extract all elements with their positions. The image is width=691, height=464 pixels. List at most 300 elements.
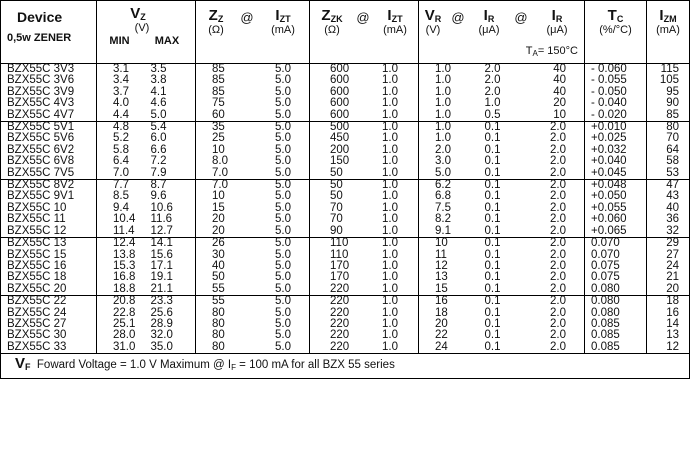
izm-cell: 115 (647, 64, 690, 76)
vr-cell: 8.2 (419, 214, 460, 225)
table-row (1, 214, 690, 225)
ir-cell: 2.0 (460, 64, 523, 76)
tc-cell: - 0.055 (585, 75, 647, 86)
zz-cell: 80 (196, 342, 242, 354)
ir2-subscript: R (555, 14, 563, 24)
izk-cell: 1.0 (382, 85, 398, 98)
tc-cell: 0.080 (585, 296, 647, 308)
zzk-cell: 220 (310, 284, 361, 296)
izm-cell: 20 (647, 284, 690, 296)
vz-max-cell: 17.1 (150, 259, 173, 272)
vz-min-cell: 6.4 (97, 156, 141, 167)
tc-header (585, 1, 647, 64)
tc-unit: (%/°C) (599, 24, 632, 36)
device-cell: BZX55C 18 (7, 271, 67, 284)
zz-unit: (Ω) (208, 24, 224, 36)
zzk-cell: 70 (310, 214, 361, 225)
izt-cell: 5.0 (275, 259, 291, 272)
ir-cell: 2.0 (484, 74, 501, 87)
device-cell: BZX55C 6V2 (7, 143, 75, 156)
izt-cell: 5.0 (275, 143, 291, 156)
zz-cell: 15 (196, 203, 242, 214)
vz-max-cell: 32.0 (150, 329, 173, 342)
vr-cell: 10 (419, 238, 460, 250)
zz-cell: 8.0 (196, 156, 242, 167)
izm-cell: 18 (647, 296, 690, 308)
table-row (1, 272, 690, 283)
vz-min-cell: 10.4 (97, 214, 141, 225)
vz-min-cell: 7.7 (97, 180, 141, 192)
zzk-subscript: ZK (330, 14, 343, 24)
izk-subscript: ZT (391, 14, 403, 24)
footer-vf-subscript: F (25, 362, 31, 373)
izk-cell: 1.0 (382, 224, 398, 237)
zz-cell: 85 (196, 75, 242, 86)
ir2-cell: 2.0 (550, 306, 567, 319)
tc-cell: +0.025 (585, 133, 647, 144)
vz-min-cell: 5.2 (97, 133, 141, 144)
table-row (1, 203, 690, 214)
vr-ir-header (419, 1, 585, 64)
zzk-cell: 600 (310, 64, 361, 76)
device-header-sub: 0,5w ZENER (7, 32, 72, 44)
zzk-cell: 450 (310, 133, 361, 144)
izk-cell: 1.0 (361, 64, 419, 76)
table-row (1, 238, 690, 250)
device-cell: BZX55C 13 (1, 238, 97, 250)
izt-cell: 5.0 (275, 201, 291, 214)
izm-cell: 36 (647, 214, 690, 225)
ir-cell: 0.5 (484, 108, 501, 121)
ir-cell: 0.1 (460, 296, 523, 308)
vz-max-cell: 28.9 (150, 317, 173, 330)
footer-text-after: = 100 mA for all BZX 55 series (239, 359, 395, 372)
zzk-cell: 50 (310, 180, 361, 192)
ir2-cell: 2.0 (550, 282, 567, 295)
vz-symbol: V (130, 5, 141, 22)
vz-max-cell: 4.6 (150, 97, 167, 110)
izt-cell: 5.0 (275, 282, 291, 295)
vz-max-cell: 3.8 (150, 74, 167, 87)
vz-min-cell: 4.8 (97, 122, 141, 134)
izt-cell: 5.0 (242, 122, 310, 134)
zzk-cell: 150 (310, 156, 361, 167)
izk-cell: 1.0 (382, 340, 398, 353)
izm-cell: 14 (647, 319, 690, 330)
vr-cell: 1.0 (419, 133, 460, 144)
device-cell: BZX55C 4V3 (7, 97, 75, 110)
zz-cell: 10 (196, 145, 242, 156)
device-cell: BZX55C 5V1 (1, 122, 97, 134)
vz-header (97, 1, 196, 64)
ta-value: = 150°C (537, 45, 579, 57)
vz-min-cell: 12.4 (97, 238, 141, 250)
ir2-cell: 2.0 (523, 296, 585, 308)
ir-cell: 0.1 (484, 271, 501, 284)
table-row (1, 296, 690, 308)
tc-cell: 0.075 (585, 272, 647, 283)
izm-cell: 43 (647, 191, 690, 202)
izm-cell: 27 (647, 250, 690, 261)
vz-min-cell: 13.8 (97, 250, 141, 261)
zz-cell: 85 (196, 87, 242, 98)
vz-max-cell: 10.6 (150, 201, 173, 214)
ir-cell: 0.1 (484, 213, 501, 226)
vr-cell: 18 (419, 308, 460, 319)
izm-symbol: I (659, 7, 664, 24)
izt-cell: 5.0 (275, 132, 291, 145)
vz-max-cell: 6.6 (150, 143, 167, 156)
ir2-cell: 10 (553, 108, 567, 121)
device-cell: BZX55C 3V6 (7, 74, 75, 87)
ir-cell: 0.1 (484, 306, 501, 319)
vr-cell: 1.0 (419, 64, 460, 76)
ir-symbol: I (483, 7, 488, 24)
tc-cell: +0.060 (585, 214, 647, 225)
tc-cell: 0.080 (585, 308, 647, 319)
footer-if-subscript: F (231, 363, 236, 373)
device-cell: BZX55C 4V7 (7, 108, 75, 121)
vr-cell: 3.0 (419, 156, 460, 167)
ir-cell: 0.1 (460, 238, 523, 250)
zz-cell: 40 (196, 261, 242, 272)
ir2-cell: 2.0 (550, 329, 567, 342)
ir2-cell: 2.0 (550, 259, 567, 272)
ir-cell: 0.1 (484, 282, 501, 295)
izt-cell: 5.0 (275, 190, 291, 203)
vz-min-cell: 31.0 (97, 342, 141, 354)
zzk-symbol: Z (321, 7, 331, 24)
zzk-cell: 170 (310, 272, 361, 283)
izm-cell: 40 (647, 203, 690, 214)
izt-subscript: ZT (279, 14, 291, 24)
table-row (1, 180, 690, 192)
ir-cell: 0.1 (460, 122, 523, 134)
izk-cell: 1.0 (382, 271, 398, 284)
device-cell: BZX55C 3V3 (1, 64, 97, 76)
vz-max-cell: 4.1 (150, 85, 167, 98)
ir-cell: 0.1 (460, 180, 523, 192)
zz-symbol: Z (208, 7, 218, 24)
vz-min-cell: 22.8 (97, 308, 141, 319)
zzk-cell: 200 (310, 145, 361, 156)
izt-cell: 5.0 (275, 74, 291, 87)
tc-cell: 0.075 (585, 261, 647, 272)
zz-cell: 30 (196, 250, 242, 261)
vr-cell: 12 (419, 261, 460, 272)
zz-cell: 55 (196, 296, 242, 308)
device-cell: BZX55C 12 (7, 224, 67, 237)
izt-cell: 5.0 (242, 180, 310, 192)
zz-cell: 7.0 (196, 168, 242, 180)
ta-symbol: T (525, 45, 533, 57)
izt-cell: 5.0 (242, 238, 310, 250)
izk-cell: 1.0 (382, 108, 398, 121)
table-row (1, 110, 690, 122)
izk-cell: 1.0 (382, 282, 398, 295)
vz-max-cell: 21.1 (150, 282, 173, 295)
zz-cell: 20 (196, 214, 242, 225)
zzk-cell: 220 (310, 330, 361, 341)
izm-cell: 85 (647, 110, 690, 122)
device-cell: BZX55C 11 (7, 213, 66, 226)
ir-cell: 0.1 (484, 224, 501, 237)
vz-max-cell: 14.1 (141, 238, 196, 250)
vz-min-cell: 4.0 (97, 98, 141, 109)
device-cell: BZX55C 15 (7, 248, 67, 261)
izm-cell: 32 (647, 226, 690, 238)
ta-note (526, 45, 578, 58)
vz-max-cell: 7.2 (150, 155, 167, 168)
izk-cell: 1.0 (382, 143, 398, 156)
izm-cell: 16 (647, 308, 690, 319)
vz-max-cell: 19.1 (150, 271, 173, 284)
tc-cell: - 0.020 (585, 110, 647, 122)
ir2-cell: 2.0 (523, 180, 585, 192)
device-cell: BZX55C 30 (7, 329, 67, 342)
vz-max-cell: 12.7 (150, 224, 173, 237)
zz-cell: 26 (196, 238, 242, 250)
table-row (1, 226, 690, 238)
tc-cell: +0.032 (585, 145, 647, 156)
ir-cell: 0.1 (484, 143, 501, 156)
izm-cell: 53 (647, 168, 690, 180)
zzk-unit: (Ω) (324, 24, 340, 36)
tc-cell: +0.050 (585, 191, 647, 202)
tc-cell: +0.048 (585, 180, 647, 192)
izk-cell: 1.0 (382, 155, 398, 168)
tc-cell: 0.085 (585, 319, 647, 330)
ir2-cell: 2.0 (550, 166, 567, 179)
table-row (1, 98, 690, 109)
device-cell: BZX55C 22 (1, 296, 97, 308)
ir-subscript: R (487, 14, 495, 24)
ir-cell: 2.0 (484, 85, 501, 98)
zz-at-sign: @ (240, 10, 254, 25)
zzk-cell: 220 (310, 342, 361, 354)
vz-max-cell: 5.0 (150, 108, 167, 121)
izt-cell: 5.0 (275, 224, 291, 237)
vz-max-cell: 9.6 (150, 190, 167, 203)
ir-cell: 0.1 (484, 201, 501, 214)
footer-row (1, 354, 690, 379)
zzk-cell: 600 (310, 110, 361, 122)
vr-unit: (V) (425, 24, 441, 36)
vz-min-cell: 3.7 (97, 87, 141, 98)
ir2-unit: (μA) (546, 24, 568, 36)
vz-max-cell: 15.6 (150, 248, 173, 261)
ir-at-sign: @ (514, 10, 528, 25)
zzk-cell: 600 (310, 98, 361, 109)
device-cell: BZX55C 16 (7, 259, 67, 272)
zz-cell: 7.0 (196, 180, 242, 192)
tc-cell: +0.010 (585, 122, 647, 134)
ir2-cell: 2.0 (550, 143, 567, 156)
ir-cell: 0.1 (484, 190, 501, 203)
vr-cell: 5.0 (419, 168, 460, 180)
ir2-cell: 2.0 (550, 201, 567, 214)
zzk-cell: 90 (310, 226, 361, 238)
vr-cell: 9.1 (419, 226, 460, 238)
tc-cell: +0.065 (585, 226, 647, 238)
device-cell: BZX55C 8V2 (1, 180, 97, 192)
zzk-at-sign: @ (356, 10, 370, 25)
ir2-cell: 2.0 (550, 224, 567, 237)
ir2-cell: 2.0 (550, 155, 567, 168)
table-row (1, 156, 690, 167)
zzk-cell: 50 (310, 168, 361, 180)
izt-cell: 5.0 (275, 213, 291, 226)
footer-text-before: Foward Voltage = 1.0 V Maximum @ I (36, 359, 232, 372)
izm-cell: 12 (647, 342, 690, 354)
vr-at-sign: @ (451, 10, 465, 25)
zz-subscript: Z (217, 14, 224, 24)
ir2-cell: 2.0 (550, 190, 567, 203)
vr-cell: 20 (419, 319, 460, 330)
vz-subscript: Z (140, 12, 146, 22)
zzk-cell: 110 (310, 250, 361, 261)
vr-cell: 1.0 (419, 75, 460, 86)
izk-cell: 1.0 (382, 317, 398, 330)
ir2-cell: 2.0 (550, 132, 567, 145)
tc-cell: +0.040 (585, 156, 647, 167)
tc-cell: 0.070 (585, 250, 647, 261)
tc-cell: - 0.060 (585, 64, 647, 76)
tc-cell: 0.085 (585, 330, 647, 341)
izk-cell: 1.0 (382, 329, 398, 342)
zz-izt-header (196, 1, 310, 64)
vz-min-cell: 16.8 (97, 272, 141, 283)
izk-unit: (mA) (383, 24, 407, 36)
table-row (1, 191, 690, 202)
ir-cell: 0.1 (484, 259, 501, 272)
vz-min-cell: 4.4 (97, 110, 141, 122)
ir-unit: (μA) (478, 24, 500, 36)
device-cell: BZX55C 20 (7, 282, 67, 295)
zz-cell: 60 (196, 110, 242, 122)
vz-min-cell: 3.4 (97, 75, 141, 86)
vr-cell: 6.8 (419, 191, 460, 202)
izt-cell: 5.0 (275, 271, 291, 284)
ir-cell: 0.1 (484, 155, 501, 168)
device-cell: BZX55C 24 (7, 306, 67, 319)
zzk-cell: 50 (310, 191, 361, 202)
ir2-cell: 2.0 (550, 213, 567, 226)
vr-symbol: V (424, 7, 435, 24)
vr-cell: 6.2 (419, 180, 460, 192)
ir2-cell: 40 (553, 74, 567, 87)
vz-min-cell: 25.1 (97, 319, 141, 330)
ir-cell: 0.1 (484, 329, 501, 342)
zz-cell: 80 (196, 330, 242, 341)
izm-cell: 95 (647, 87, 690, 98)
vz-min-cell: 8.5 (97, 191, 141, 202)
vz-max-cell: 7.9 (150, 166, 167, 179)
vz-min-cell: 15.3 (97, 261, 141, 272)
tc-cell: +0.045 (585, 168, 647, 180)
izm-cell: 21 (647, 272, 690, 283)
izk-cell: 1.0 (382, 306, 398, 319)
vr-cell: 1.0 (419, 110, 460, 122)
table-row (1, 168, 690, 180)
izt-cell: 5.0 (275, 306, 291, 319)
ir2-cell: 20 (553, 97, 567, 110)
zzk-cell: 110 (310, 238, 361, 250)
vr-cell: 7.5 (419, 203, 460, 214)
ir2-cell: 2.0 (550, 340, 567, 353)
vr-cell: 11 (419, 250, 460, 261)
ir2-cell: 2.0 (550, 317, 567, 330)
device-cell: BZX55C 9V1 (7, 190, 75, 203)
vz-max-cell: 25.6 (150, 306, 173, 319)
izk-cell: 1.0 (361, 296, 419, 308)
ir2-cell: 40 (523, 64, 585, 76)
zz-cell: 10 (196, 191, 242, 202)
vz-min-cell: 3.1 (97, 64, 141, 76)
vr-cell: 24 (419, 342, 460, 354)
izt-cell: 5.0 (275, 317, 291, 330)
ir-cell: 0.1 (484, 317, 501, 330)
izt-cell: 5.0 (275, 166, 291, 179)
izk-cell: 1.0 (382, 132, 398, 145)
izt-cell: 5.0 (242, 64, 310, 76)
izk-cell: 1.0 (382, 201, 398, 214)
zzk-cell: 70 (310, 203, 361, 214)
tc-cell: +0.055 (585, 203, 647, 214)
vz-min-label: MIN (109, 35, 130, 47)
footer-note (1, 354, 690, 379)
izk-symbol: I (387, 7, 392, 24)
zzk-cell: 600 (310, 87, 361, 98)
vz-max-cell: 5.4 (141, 122, 196, 134)
izk-cell: 1.0 (382, 166, 398, 179)
izk-cell: 1.0 (382, 97, 398, 110)
izt-cell: 5.0 (275, 155, 291, 168)
izm-cell: 90 (647, 98, 690, 109)
zzk-cell: 220 (310, 296, 361, 308)
vz-min-cell: 9.4 (97, 203, 141, 214)
vr-cell: 15 (419, 284, 460, 296)
device-cell: BZX55C 5V6 (7, 132, 75, 145)
izt-cell: 5.0 (275, 108, 291, 121)
vr-cell: 13 (419, 272, 460, 283)
zz-cell: 80 (196, 308, 242, 319)
zzk-cell: 500 (310, 122, 361, 134)
izt-cell: 5.0 (275, 97, 291, 110)
vr-cell: 16 (419, 296, 460, 308)
vr-cell: 1.0 (419, 87, 460, 98)
izk-cell: 1.0 (382, 190, 398, 203)
footer-vf-symbol: V (15, 355, 26, 373)
vz-max-label: MAX (154, 35, 180, 47)
izk-cell: 1.0 (382, 248, 398, 261)
device-cell: BZX55C 3V9 (7, 85, 75, 98)
device-cell: BZX55C 10 (7, 201, 67, 214)
ir-cell: 1.0 (484, 97, 501, 110)
ir2-cell: 40 (553, 85, 567, 98)
tc-cell: - 0.050 (585, 87, 647, 98)
device-cell: BZX55C 7V5 (7, 166, 75, 179)
zz-cell: 75 (196, 98, 242, 109)
vz-min-cell: 18.8 (97, 284, 141, 296)
izm-cell: 80 (647, 122, 690, 134)
table-row (1, 342, 690, 354)
ir-cell: 0.1 (484, 132, 501, 145)
izt-symbol: I (275, 7, 280, 24)
vz-max-cell: 11.6 (150, 213, 173, 226)
izm-cell: 105 (647, 75, 690, 86)
izm-unit: (mA) (656, 24, 680, 36)
